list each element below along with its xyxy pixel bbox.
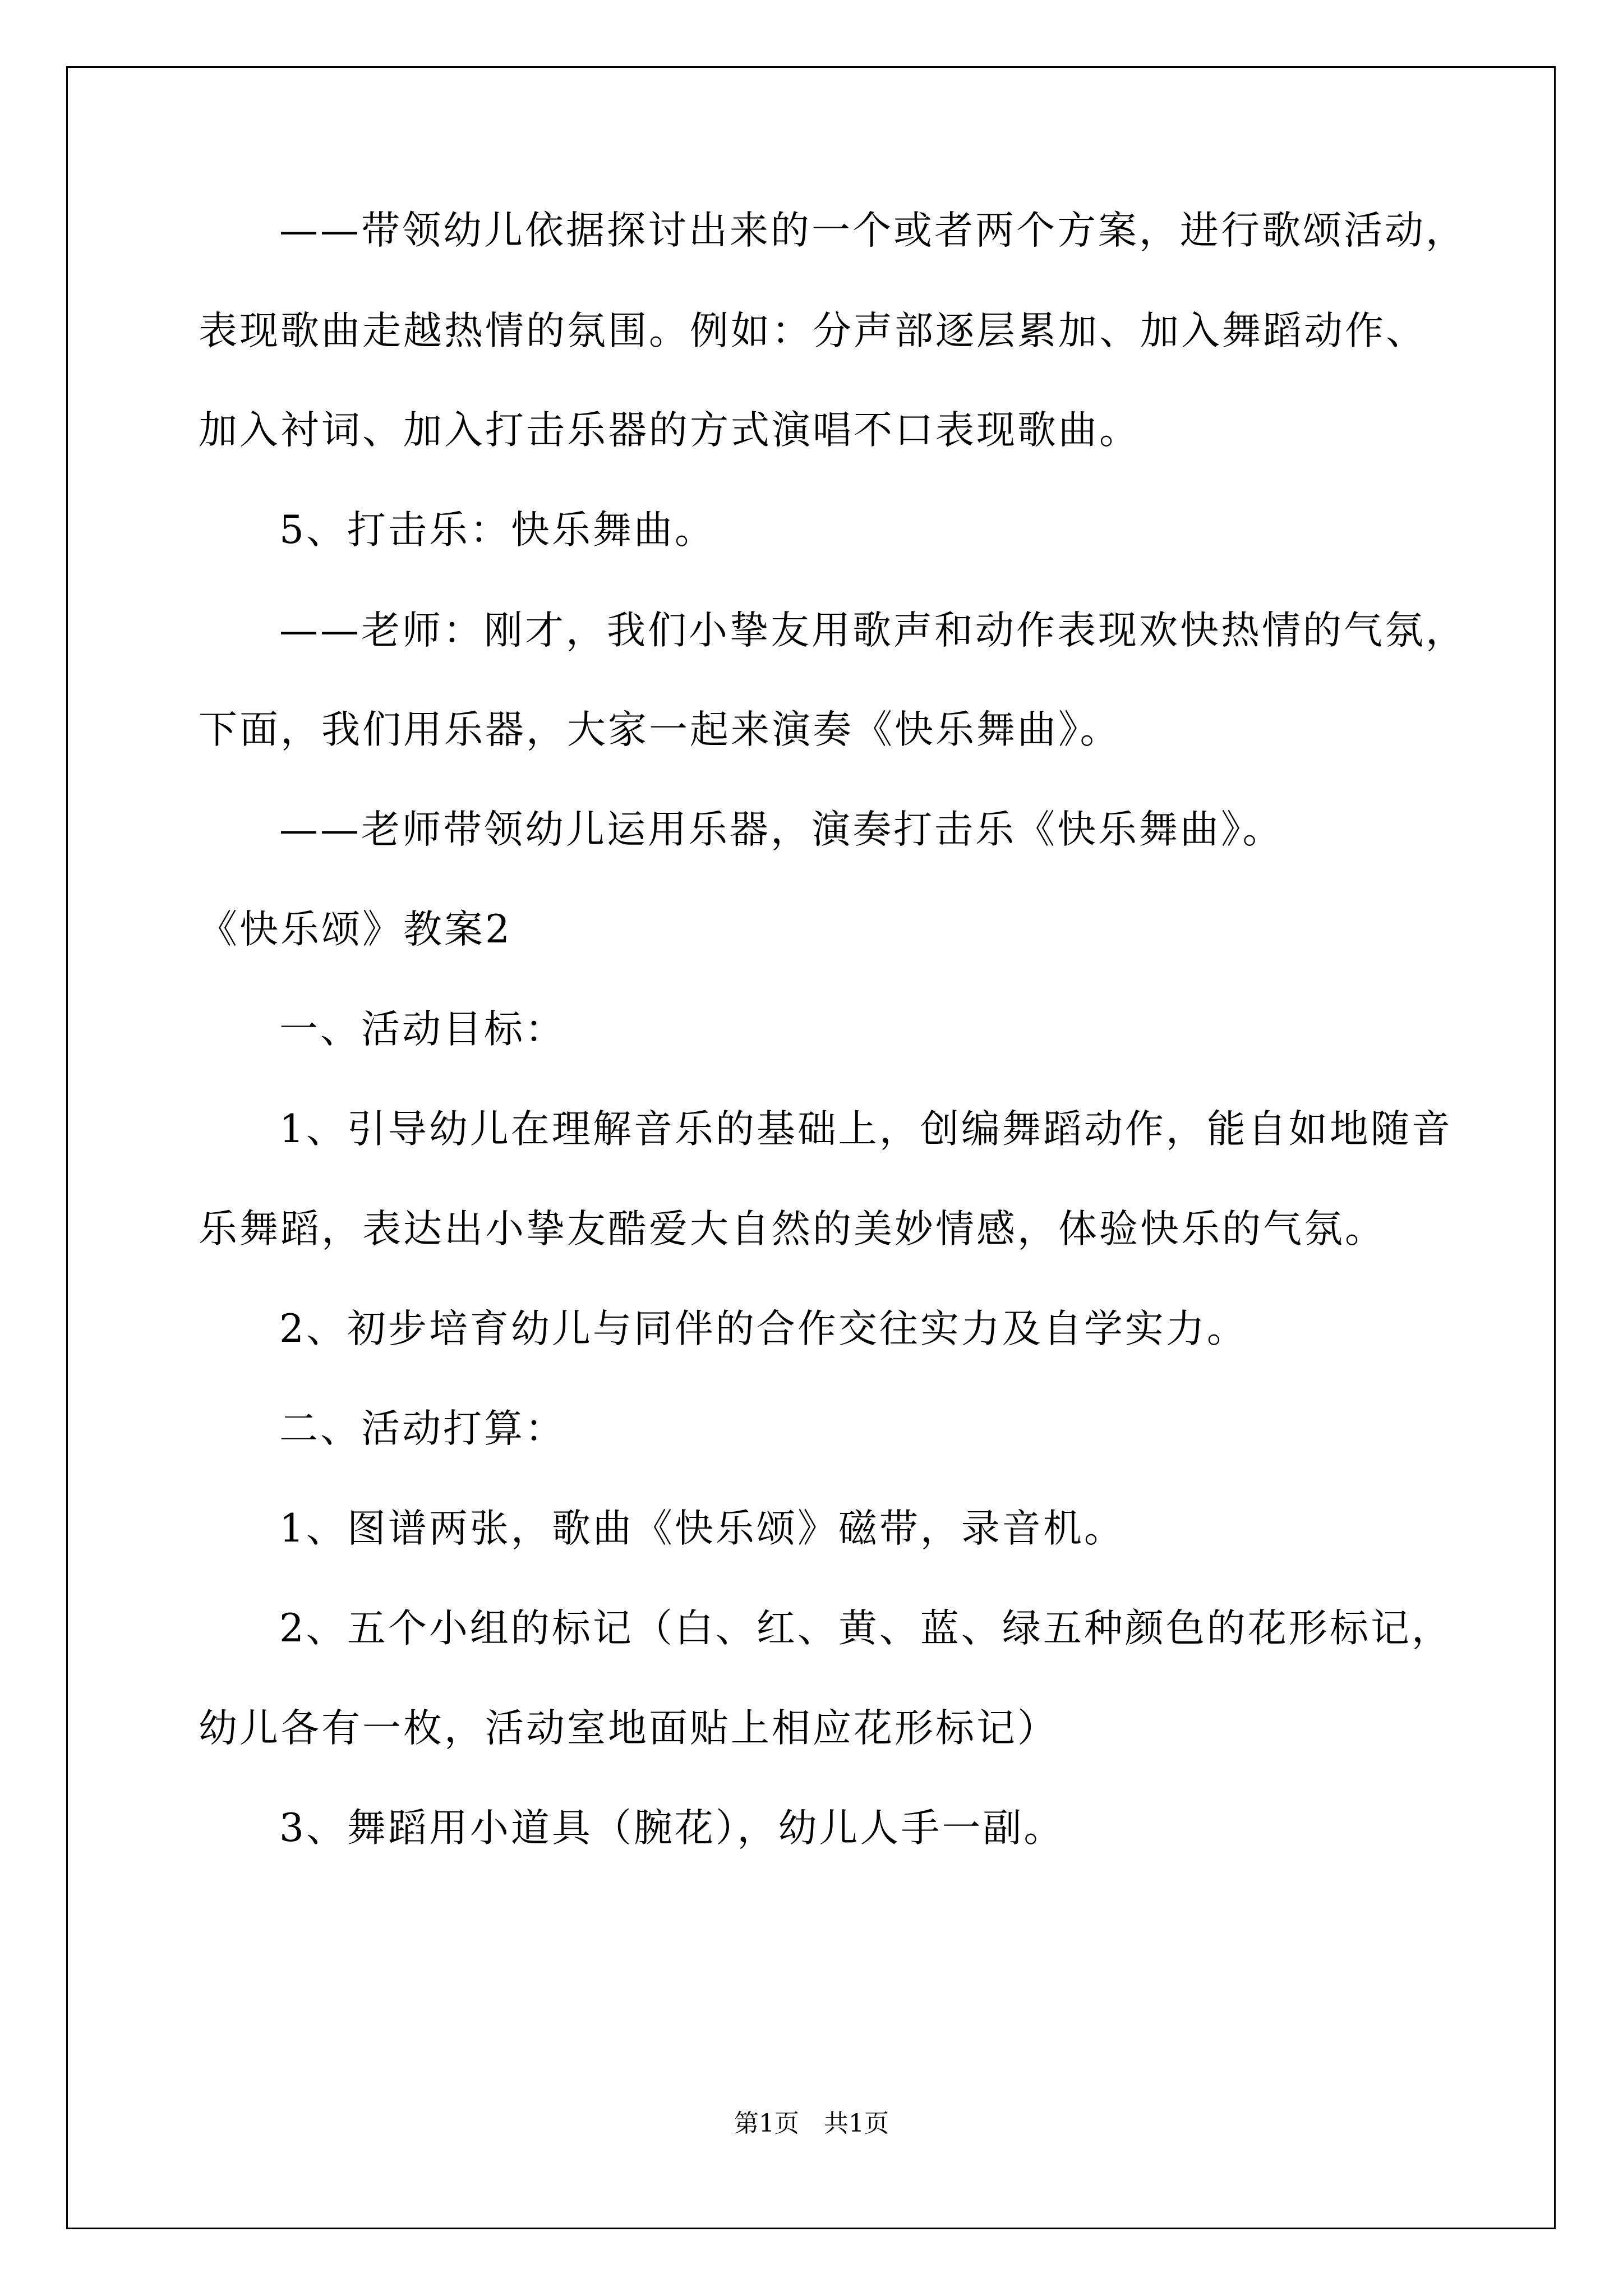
paragraph-line: 1、引导幼儿在理解音乐的基础上，创编舞蹈动作，能自如地随音	[279, 1107, 1453, 1152]
paragraph-line: 5、打击乐：快乐舞曲。	[279, 508, 716, 553]
paragraph-line: 幼儿各有一枚，活动室地面贴上相应花形标记）	[199, 1706, 1058, 1751]
paragraph-line: 1、图谱两张，歌曲《快乐颂》磁带，录音机。	[279, 1506, 1125, 1551]
paragraph-line: 2、五个小组的标记（白、红、黄、蓝、绿五种颜色的花形标记，	[279, 1606, 1453, 1651]
paragraph-line: 2、初步培育幼儿与同伴的合作交往实力及自学实力。	[279, 1306, 1248, 1351]
paragraph-line: ——老师：刚才，我们小挚友用歌声和动作表现欢快热情的气氛，	[279, 608, 1467, 653]
paragraph-line: 表现歌曲走越热情的氛围。例如：分声部逐层累加、加入舞蹈动作、	[199, 309, 1427, 353]
page-number: 第1页 共1页	[734, 2109, 889, 2138]
paragraph-line: 一、活动目标：	[279, 1007, 566, 1052]
section-heading: 《快乐颂》教案2	[199, 907, 512, 952]
paragraph-line: ——老师带领幼儿运用乐器，演奏打击乐《快乐舞曲》。	[279, 807, 1284, 852]
paragraph-line: 二、活动打算：	[279, 1406, 566, 1451]
paragraph-line: 下面，我们用乐器，大家一起来演奏《快乐舞曲》。	[199, 707, 1121, 752]
paragraph-line: 加入衬词、加入打击乐器的方式演唱不口表现歌曲。	[199, 408, 1140, 453]
paragraph-line: ——带领幼儿依据探讨出来的一个或者两个方案，进行歌颂活动，	[279, 208, 1467, 253]
paragraph-line: 3、舞蹈用小道具（腕花），幼儿人手一副。	[279, 1806, 1065, 1851]
paragraph-line: 乐舞蹈，表达出小挚友酷爱大自然的美妙情感，体验快乐的气氛。	[199, 1207, 1386, 1251]
